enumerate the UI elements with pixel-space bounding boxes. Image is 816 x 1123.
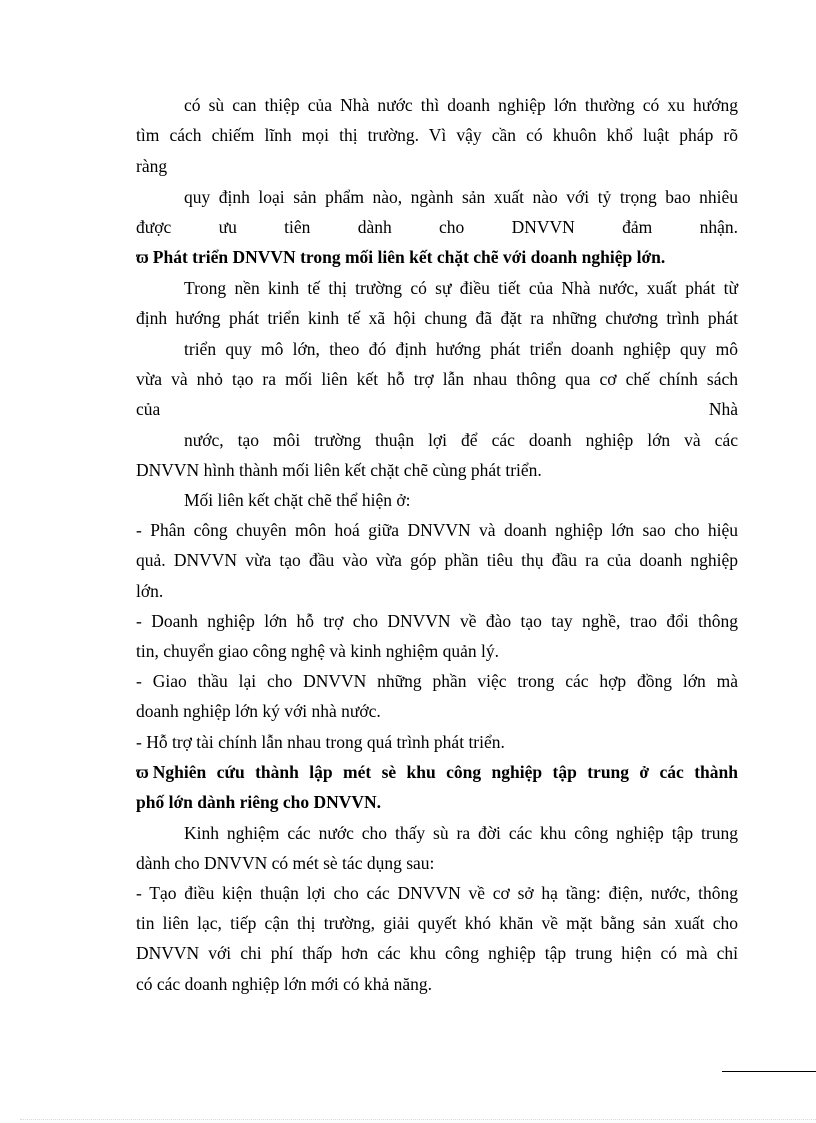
paragraph-line: quy định loại sản phẩm nào, ngành sản xuất nào với tỷ trọng bao nhiêu (184, 187, 738, 207)
paragraph-line: tìm cách chiếm lĩnh mọi thị trường. Vì vậy cần có khuôn khổ luật pháp rõ (136, 125, 738, 145)
paragraph-line: Trong nền kinh tế thị trường có sự điều tiết của Nhà nước, xuất phát từ (184, 278, 738, 298)
list-item-cont: tin liên lạc, tiếp cận thị trường, giải quyết khó khăn về mặt bằng sản xuất cho (136, 913, 738, 933)
list-item-cont: DNVVN với chi phí thấp hơn các khu công nghiệp tập trung hiện có mà chỉ (136, 943, 738, 963)
paragraph-line: ràng (136, 156, 168, 176)
paragraph-line: vừa và nhỏ tạo ra mối liên kết hỗ trợ lẫn nhau thông qua cơ chế chính sách (136, 369, 738, 389)
paragraph-line: được ưu tiên dành cho DNVVN đảm nhận. (136, 217, 738, 237)
list-item-cont: lớn. (136, 581, 164, 601)
paragraph-line: nước, tạo môi trường thuận lợi để các doanh nghiệp lớn và các (184, 430, 738, 450)
section-heading (136, 761, 738, 783)
heading-text: Phát triển DNVVN trong mối liên kết chặt chẽ với doanh nghiệp lớn. (152, 247, 666, 267)
paragraph-line: dành cho DNVVN có mét sè tác dụng sau: (136, 853, 435, 873)
list-item: - Doanh nghiệp lớn hỗ trợ cho DNVVN về đào tạo tay nghề, trao đổi thông (136, 611, 738, 631)
list-item-cont: quả. DNVVN vừa tạo đầu vào vừa góp phần tiêu thụ đầu ra của doanh nghiệp (136, 550, 738, 570)
section-heading (136, 246, 738, 268)
paragraph-line: của Nhà (136, 399, 738, 419)
list-item-cont: có các doanh nghiệp lớn mới có khả năng. (136, 974, 432, 994)
section-heading-cont: phố lớn dành riêng cho DNVVN. (136, 792, 382, 812)
heading-text: Nghiên cứu thành lập mét sè khu công nghiệp tập trung ở các thành (152, 762, 738, 782)
list-item-cont: doanh nghiệp lớn ký với nhà nước. (136, 701, 381, 721)
bullet-icon: ϖ (136, 247, 149, 267)
paragraph-line: DNVVN hình thành mối liên kết chặt chẽ cùng phát triển. (136, 460, 542, 480)
footer-rule (722, 1071, 816, 1072)
list-item: - Hỗ trợ tài chính lẫn nhau trong quá trình phát triển. (136, 732, 505, 752)
list-item: - Giao thầu lại cho DNVVN những phần việc trong các hợp đồng lớn mà (136, 671, 738, 691)
paragraph-line: định hướng phát triển kinh tế xã hội chung đã đặt ra những chương trình phát (136, 308, 738, 328)
paragraph-line: có sù can thiệp của Nhà nước thì doanh nghiệp lớn thường có xu hướng (184, 95, 738, 115)
paragraph-line: Kinh nghiệm các nước cho thấy sù ra đời các khu công nghiệp tập trung (184, 823, 738, 843)
list-item: - Tạo điều kiện thuận lợi cho các DNVVN về cơ sở hạ tầng: điện, nước, thông (136, 883, 738, 903)
paragraph-line: Mối liên kết chặt chẽ thể hiện ở: (184, 490, 411, 510)
list-item-cont: tin, chuyển giao công nghệ và kinh nghiệm quản lý. (136, 641, 500, 661)
paragraph-line: triển quy mô lớn, theo đó định hướng phát triển doanh nghiệp quy mô (184, 339, 738, 359)
bullet-icon: ϖ (136, 762, 149, 782)
list-item: - Phân công chuyên môn hoá giữa DNVVN và doanh nghiệp lớn sao cho hiệu (136, 520, 738, 540)
page-bottom-divider (20, 1119, 816, 1120)
